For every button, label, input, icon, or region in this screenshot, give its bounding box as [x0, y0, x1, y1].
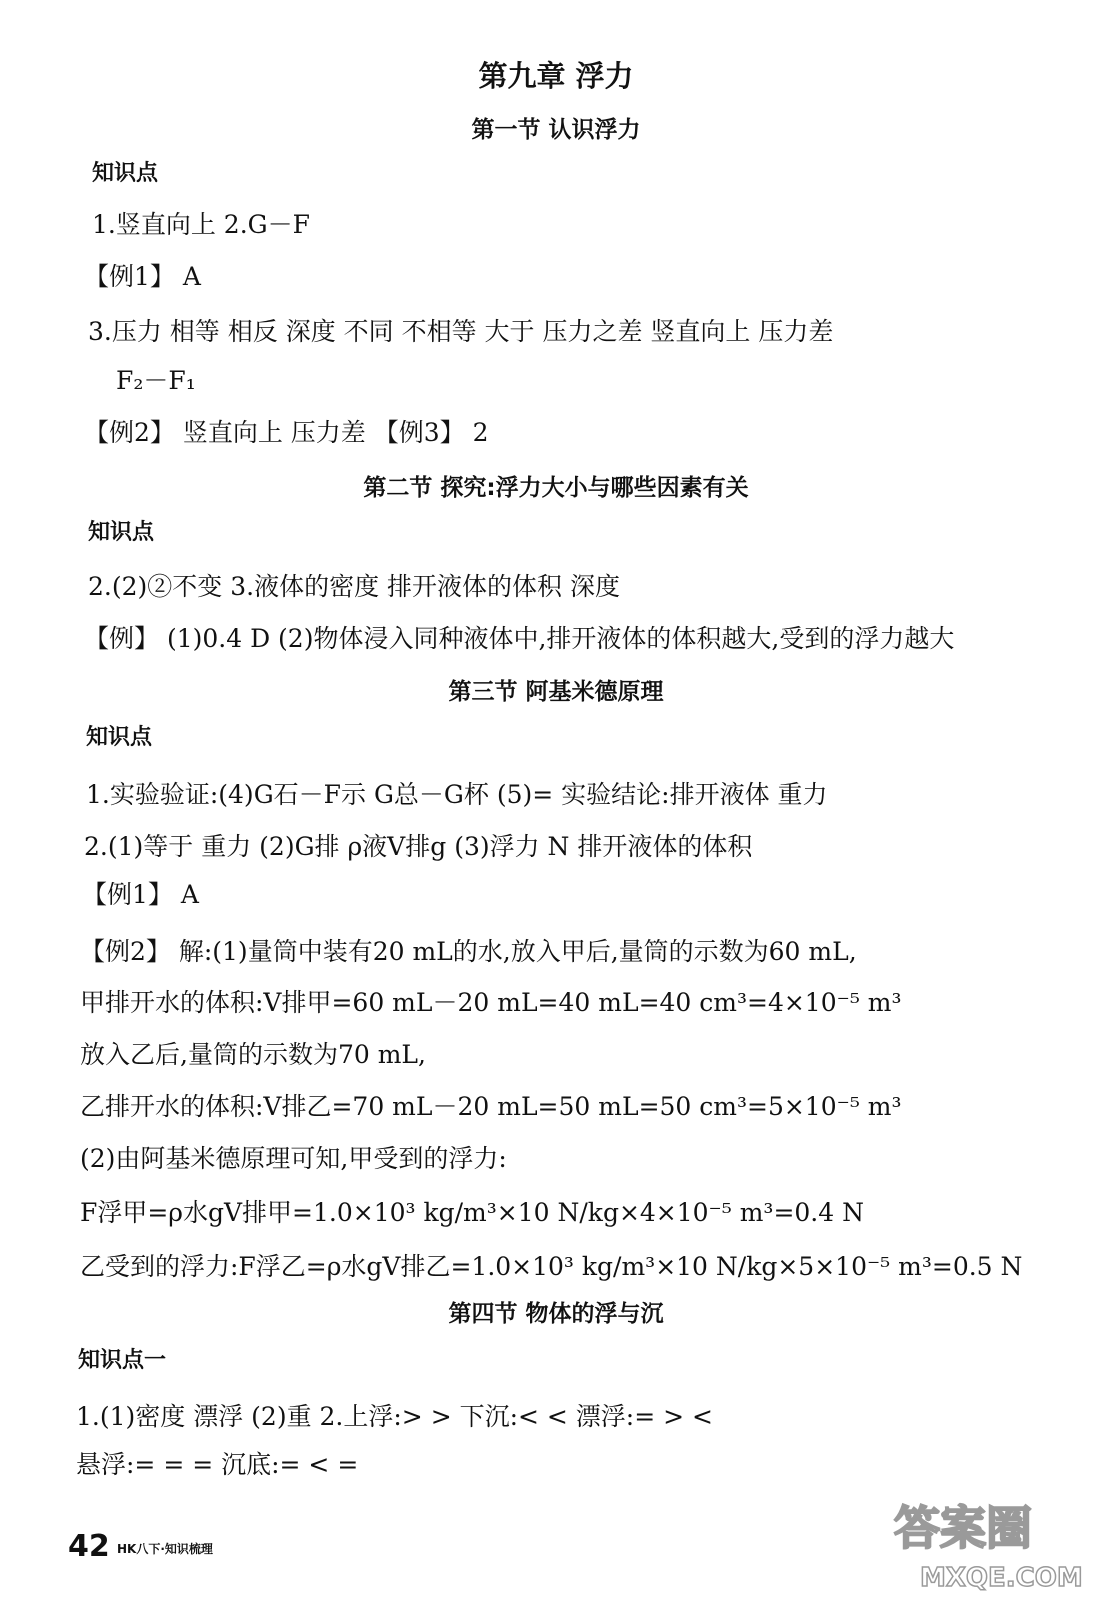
section-3-line-1: 1.实验验证:(4)G石－F示 G总－G杯 (5)= 实验结论:排开液体 重力 — [86, 780, 828, 809]
chapter-title: 第九章 浮力 — [478, 59, 634, 93]
section-4-line-2: 悬浮:= = = 沉底:= < = — [76, 1450, 359, 1479]
page-number: 42 — [68, 1529, 110, 1564]
section-3-line-5: 甲排开水的体积:V排甲=60 mL－20 mL=40 mL=40 cm³=4×10⁻⁵ m³ — [80, 988, 902, 1017]
section-2-knowledge-label: 知识点 — [88, 520, 155, 545]
section-3-line-2: 2.(1)等于 重力 (2)G排 ρ液V排g (3)浮力 N 排开液体的体积 — [84, 832, 753, 861]
section-1-title: 第一节 认识浮力 — [471, 117, 641, 143]
section-1-line-1: 1.竖直向上 2.G－F — [92, 210, 310, 239]
section-3-line-9: F浮甲=ρ水gV排甲=1.0×10³ kg/m³×10 N/kg×4×10⁻⁵ m³=0.4 N — [80, 1198, 864, 1227]
watermark-url: MXQE.COM — [920, 1563, 1083, 1593]
section-4-knowledge-label: 知识点一 — [78, 1348, 167, 1373]
section-2-line-1: 2.(2)②不变 3.液体的密度 排开液体的体积 深度 — [88, 572, 620, 601]
section-2-title: 第二节 探究:浮力大小与哪些因素有关 — [363, 475, 749, 501]
section-1-line-5: 【例2】 竖直向上 压力差 【例3】 2 — [84, 418, 489, 447]
section-3-line-8: (2)由阿基米德原理可知,甲受到的浮力: — [80, 1144, 507, 1173]
section-1-line-3: 3.压力 相等 相反 深度 不同 不相等 大于 压力之差 竖直向上 压力差 — [88, 317, 834, 346]
watermark-title: 答案圈 — [894, 1501, 1032, 1555]
section-4-title: 第四节 物体的浮与沉 — [448, 1301, 664, 1327]
footer-label: HK八下·知识梳理 — [117, 1542, 213, 1556]
section-1-knowledge-label: 知识点 — [92, 161, 159, 186]
section-3-line-10: 乙受到的浮力:F浮乙=ρ水gV排乙=1.0×10³ kg/m³×10 N/kg×5×10⁻⁵ m³=0.5 N — [80, 1252, 1023, 1281]
section-4-line-1: 1.(1)密度 漂浮 (2)重 2.上浮:> > 下沉:< < 漂浮:= > < — [76, 1402, 713, 1431]
section-2-line-2: 【例】 (1)0.4 D (2)物体浸入同种液体中,排开液体的体积越大,受到的浮力越大 — [84, 624, 955, 653]
section-1-line-2: 【例1】 A — [84, 262, 201, 291]
section-1-line-4: F₂－F₁ — [116, 366, 196, 395]
section-3-title: 第三节 阿基米德原理 — [448, 679, 664, 705]
section-3-line-7: 乙排开水的体积:V排乙=70 mL－20 mL=50 mL=50 cm³=5×10⁻⁵ m³ — [80, 1092, 902, 1121]
section-3-line-6: 放入乙后,量筒的示数为70 mL, — [80, 1040, 426, 1069]
watermark-logo — [888, 1488, 1100, 1594]
section-3-line-4: 【例2】 解:(1)量筒中装有20 mL的水,放入甲后,量筒的示数为60 mL, — [80, 937, 857, 966]
section-3-line-3: 【例1】 A — [82, 880, 199, 909]
section-3-knowledge-label: 知识点 — [86, 725, 153, 750]
